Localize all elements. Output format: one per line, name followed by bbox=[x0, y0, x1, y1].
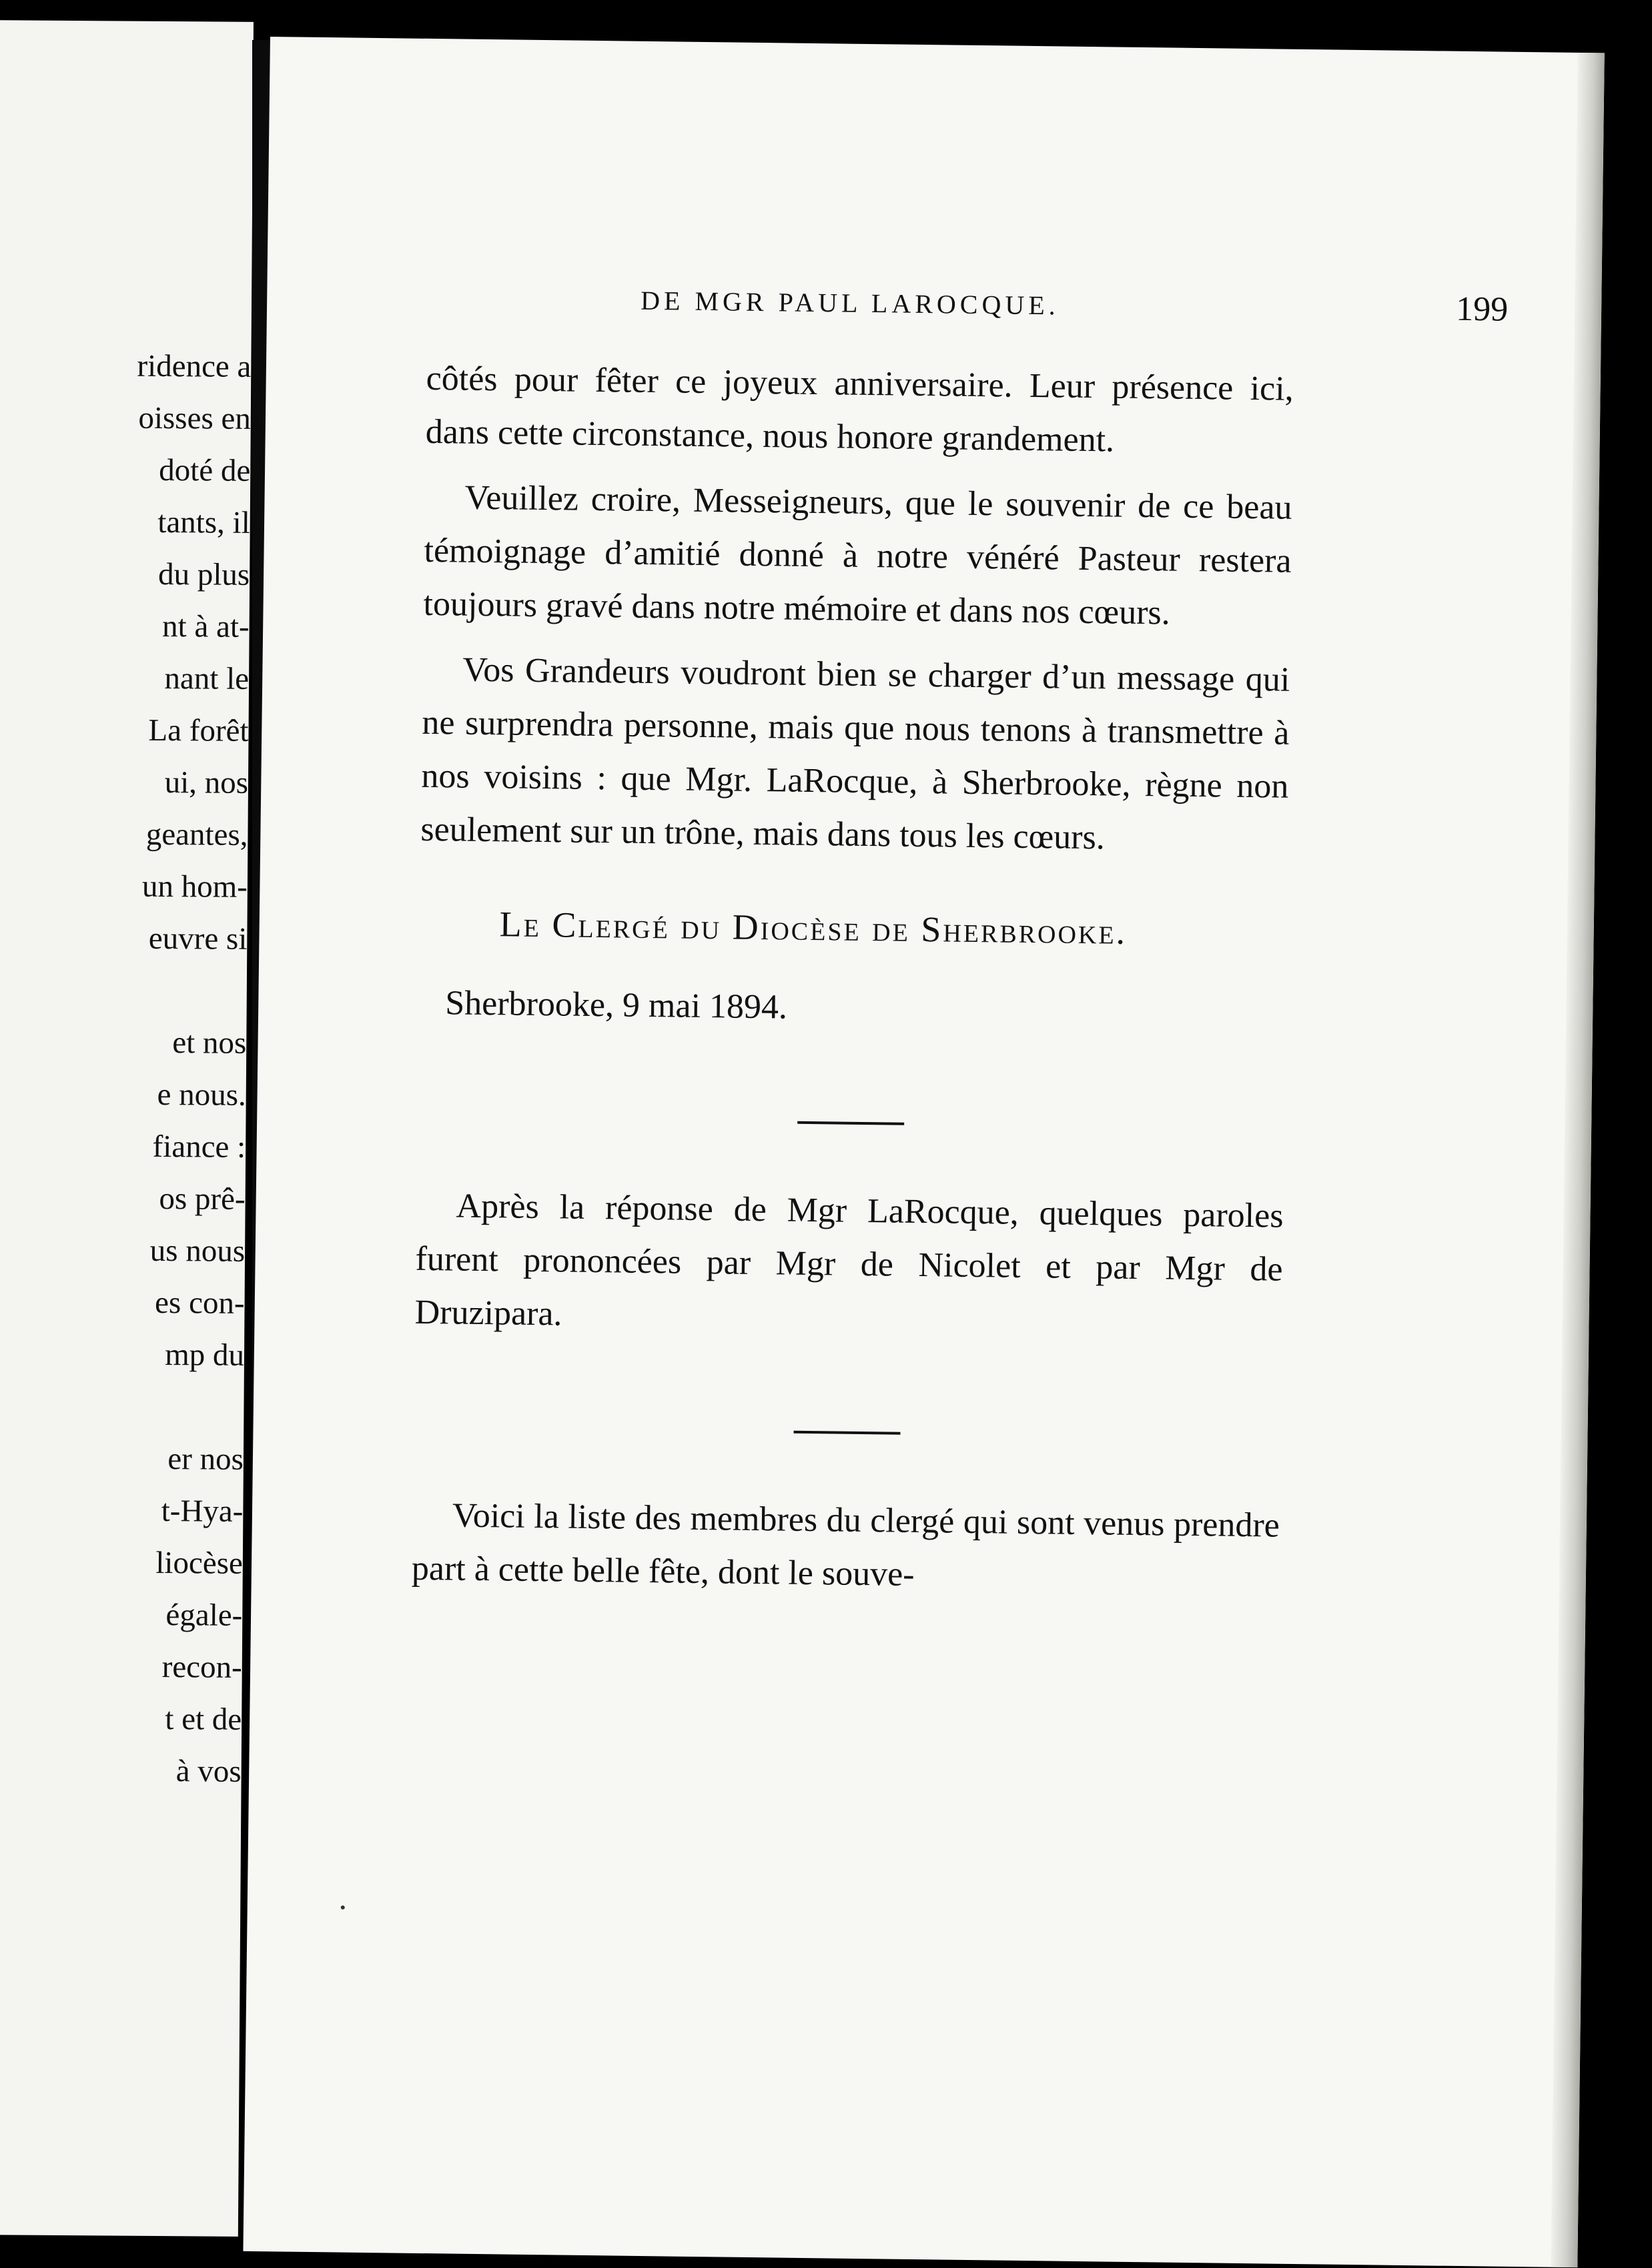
left-page-line: et nos bbox=[172, 1025, 247, 1061]
left-page-line: recon- bbox=[161, 1650, 242, 1685]
left-page-line: liocèse bbox=[155, 1545, 244, 1581]
left-page-line: égale- bbox=[165, 1598, 243, 1633]
left-page-line: us nous bbox=[149, 1233, 246, 1269]
left-page-line: e nous. bbox=[157, 1077, 246, 1113]
paragraph: Voici la liste des membres du clergé qui sont venus prendre part à cette belle fête, dont le souve- bbox=[411, 1496, 1280, 1594]
left-page-line: à vos bbox=[175, 1754, 242, 1789]
scan-speck bbox=[341, 1906, 345, 1910]
spacer bbox=[412, 1429, 1280, 1500]
left-page-line: es con- bbox=[154, 1285, 245, 1321]
left-page-line: un hom- bbox=[141, 869, 248, 905]
page-edge bbox=[1551, 53, 1605, 2267]
left-page-line: fiance : bbox=[152, 1129, 246, 1165]
spacer bbox=[416, 1119, 1284, 1190]
left-page-line: geantes, bbox=[145, 816, 248, 853]
signature: Le Clergé du Diocèse de Sherbrooke. bbox=[499, 904, 1128, 952]
left-page-line: ridence a bbox=[137, 348, 252, 384]
paragraph: Après la réponse de Mgr LaRocque, quelques paroles furent prononcées par Mgr de Nicolet et par Mgr de Druzipara. bbox=[414, 1187, 1284, 1333]
running-head: DE MGR PAUL LAROCQUE. bbox=[640, 285, 1060, 321]
left-page-line: du plus bbox=[157, 556, 250, 592]
left-page-line: euvre si bbox=[148, 921, 248, 957]
left-page-line: mp du bbox=[165, 1337, 245, 1373]
left-page-line: oisses en bbox=[138, 400, 252, 436]
left-page-line: nant le bbox=[164, 661, 250, 696]
left-page-line: tants, il bbox=[157, 504, 250, 540]
left-page-line: doté de bbox=[159, 452, 251, 488]
page-header bbox=[640, 285, 1509, 329]
left-page-line: er nos bbox=[167, 1442, 244, 1477]
left-page-line: ui, nos bbox=[164, 765, 249, 800]
left-page-line: t et de bbox=[165, 1702, 242, 1737]
body-text bbox=[411, 352, 1294, 1618]
paragraph: Vos Grandeurs voudront bien se charger d’un message qui ne surprendra personne, mais que nous tenons à transmettre à nos voisins : que Mgr. LaRocque, à Sherbrooke, règne non seulement sur un trône, mais dans tous les cœurs. bbox=[420, 650, 1290, 857]
date-line: Sherbrooke, 9 mai 1894. bbox=[444, 984, 788, 1027]
left-page-line: os prê- bbox=[159, 1181, 246, 1217]
paragraph: côtés pour fêter ce joyeux anniversaire. Leur présence ici, dans cette circonstance, nous honore grandement. bbox=[425, 359, 1294, 460]
left-page-line: La forêt bbox=[148, 712, 249, 748]
right-page bbox=[243, 37, 1604, 2267]
left-page-line: t-Hya- bbox=[161, 1494, 244, 1529]
left-page-fragment bbox=[0, 20, 254, 2237]
left-page-line: nt à at- bbox=[161, 608, 250, 644]
page-number: 199 bbox=[1455, 290, 1509, 329]
paragraph: Veuillez croire, Messeigneurs, que le souvenir de ce beau témoignage d’amitié donné à notre vénéré Pasteur restera toujours gravé dans notre mémoire et dans nos cœurs. bbox=[423, 478, 1292, 632]
